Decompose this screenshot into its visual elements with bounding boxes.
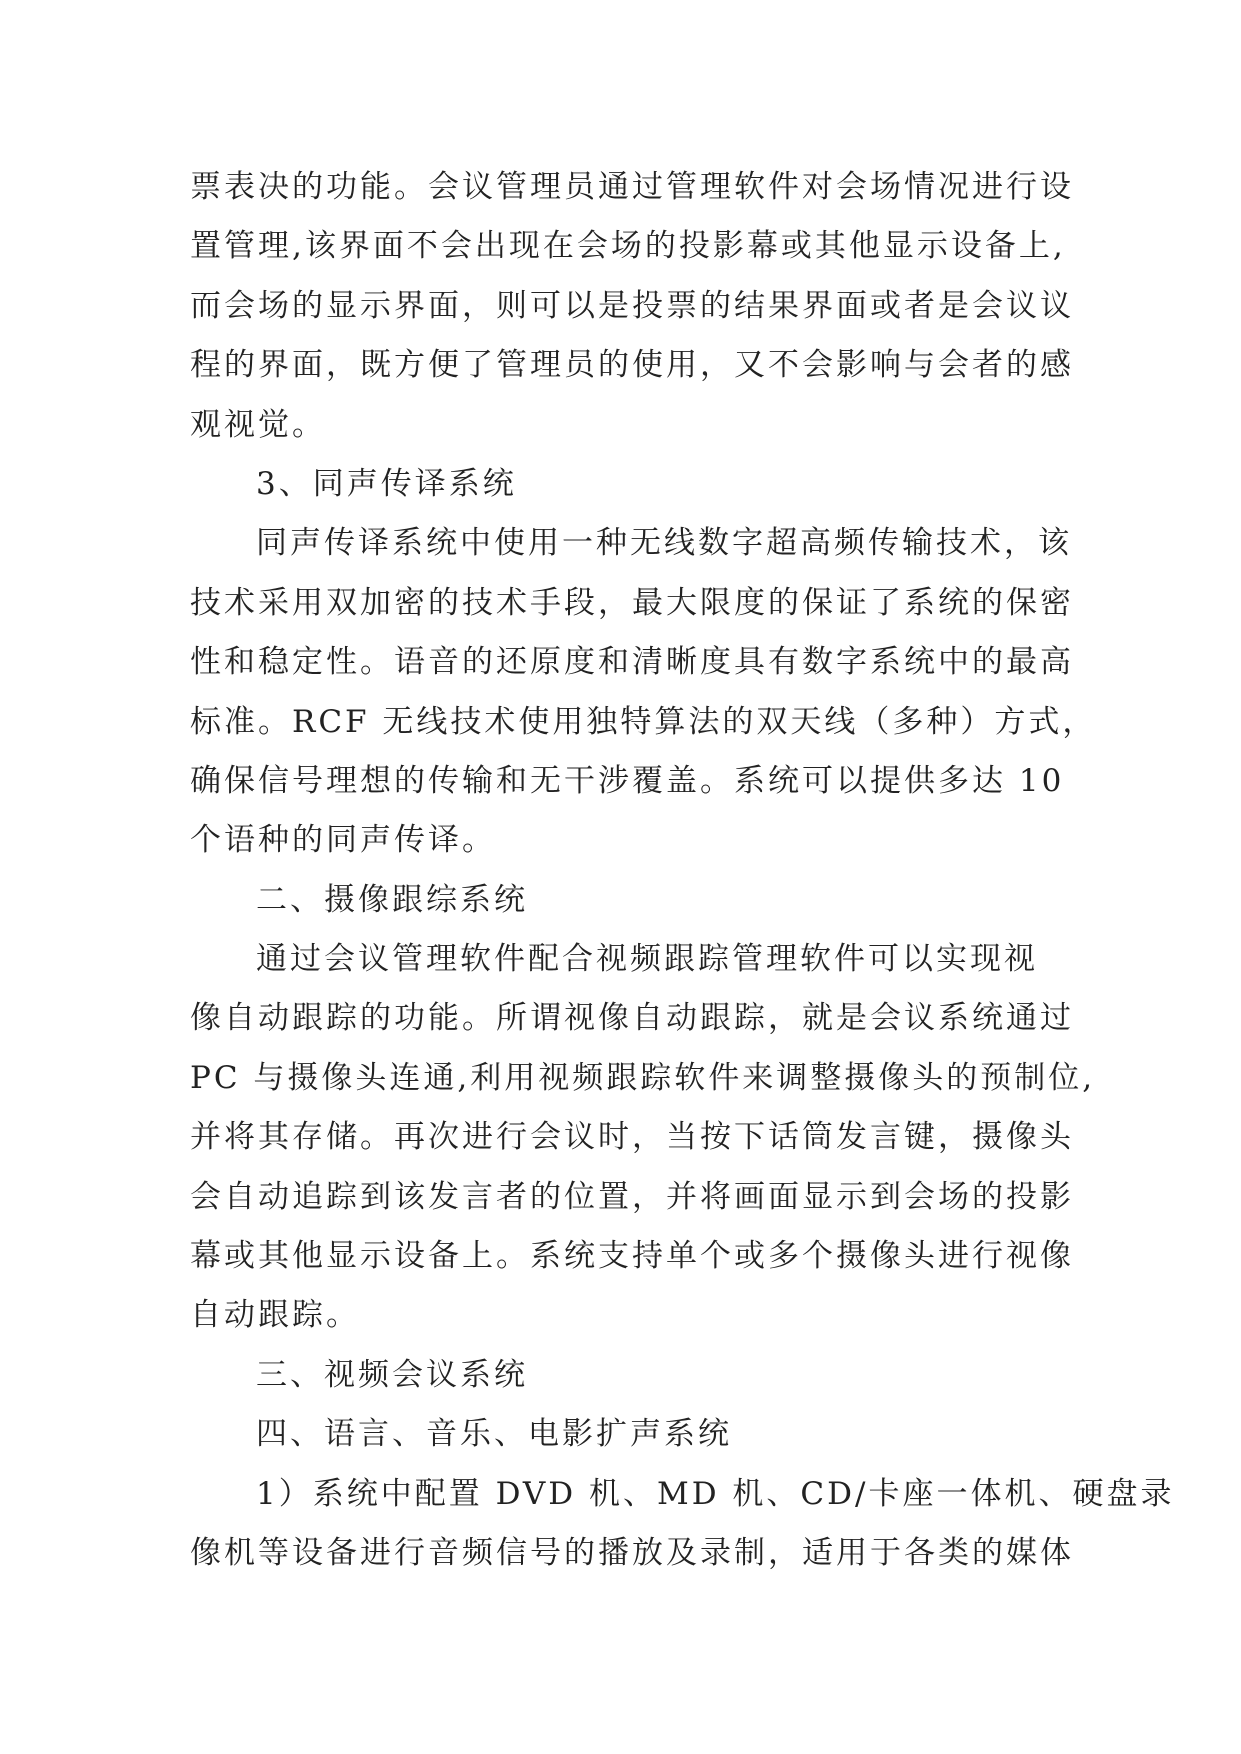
text-line: 程的界面，既方便了管理员的使用，又不会影响与会者的感 (190, 347, 1074, 384)
text-line: 像自动跟踪的功能。所谓视像自动跟踪，就是会议系统通过 (190, 1000, 1074, 1037)
text-line: PC 与摄像头连通,利用视频跟踪软件来调整摄像头的预制位, (190, 1059, 1096, 1096)
text-line: 幕或其他显示设备上。系统支持单个或多个摄像头进行视像 (190, 1238, 1074, 1275)
text-line: 像机等设备进行音频信号的播放及录制，适用于各类的媒体 (190, 1534, 1074, 1571)
document-body (190, 158, 1175, 1583)
text-line: 而会场的显示界面，则可以是投票的结果界面或者是会议议 (190, 287, 1074, 324)
section-heading: 三、视频会议系统 (256, 1356, 528, 1393)
section-heading: 3、同声传译系统 (256, 465, 517, 502)
text-line: 观视觉。 (190, 406, 326, 443)
section-heading: 二、摄像跟综系统 (256, 881, 528, 918)
text-line: 会自动追踪到该发言者的位置，并将画面显示到会场的投影 (190, 1178, 1074, 1215)
paragraph-start: 通过会议管理软件配合视频跟踪管理软件可以实现视 (256, 941, 1038, 978)
text-line: 并将其存储。再次进行会议时，当按下话筒发言键，摄像头 (190, 1119, 1074, 1156)
text-line: 自动跟踪。 (190, 1297, 360, 1334)
paragraph-start: 同声传译系统中使用一种无线数字超高频传输技术，该 (256, 525, 1072, 562)
text-line: 标准。RCF 无线技术使用独特算法的双天线（多种）方式， (190, 703, 1097, 740)
text-line: 确保信号理想的传输和无干涉覆盖。系统可以提供多达 10 (190, 762, 1065, 799)
text-line: 置管理,该界面不会出现在会场的投影幕或其他显示设备上, (190, 228, 1066, 265)
text-line: 票表决的功能。会议管理员通过管理软件对会场情况进行设 (190, 169, 1074, 205)
text-line: 性和稳定性。语音的还原度和清晰度具有数字系统中的最高 (190, 644, 1074, 681)
text-line: 技术采用双加密的技术手段，最大限度的保证了系统的保密 (190, 584, 1074, 621)
paragraph-start: 1）系统中配置 DVD 机、MD 机、CD/卡座一体机、硬盘录 (256, 1475, 1175, 1512)
section-heading: 四、语言、音乐、电影扩声系统 (256, 1416, 732, 1453)
text-line: 个语种的同声传译。 (190, 822, 496, 859)
